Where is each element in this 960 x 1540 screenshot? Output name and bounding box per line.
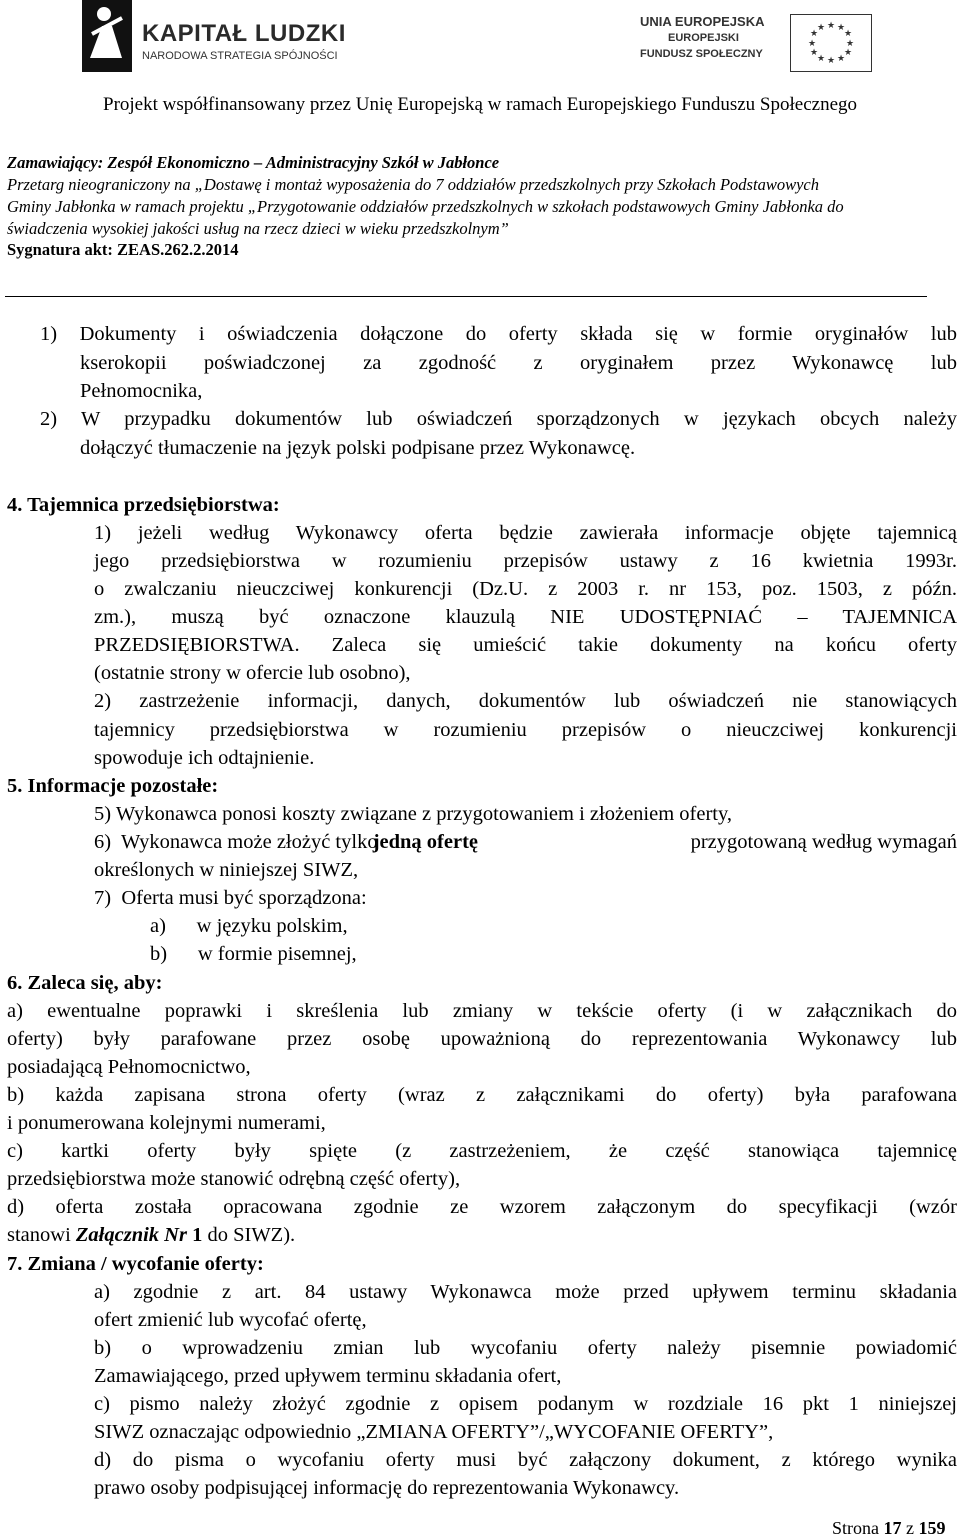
body-line: i ponumerowana kolejnymi numerami, [7, 1112, 326, 1134]
body-line: prawo osoby podpisującej informację do reprezentowania Wykonawcy. [94, 1477, 680, 1499]
svg-text:★: ★ [809, 29, 819, 39]
meta-tender-line-3: świadczenia wysokiej jakości usług na rzecz dzieci w wieku przedszkolnym” [7, 219, 509, 238]
body-line: d) do pisma o wycofaniu oferty musi być załączony dokument, z którego wynika [94, 1449, 957, 1471]
attachment-number: 1 [186, 1224, 203, 1246]
eu-flag-icon [790, 14, 872, 72]
header-divider [5, 296, 927, 297]
section-7-title: 7. Zmiana / wycofanie oferty: [7, 1253, 264, 1275]
page-separator: z [901, 1518, 919, 1538]
svg-text:★: ★ [807, 39, 817, 49]
svg-text:★: ★ [826, 21, 836, 31]
kapital-ludzki-subtitle: NARODOWA STRATEGIA SPÓJNOŚCI [142, 50, 338, 62]
body-line: PRZEDSIĘBIORSTWA. Zaleca się umieścić takie dokumenty na końcu oferty [94, 634, 957, 656]
page-total: 159 [918, 1518, 946, 1538]
body-line: Pełnomocnika, [80, 380, 203, 402]
eu-line-3: FUNDUSZ SPOŁECZNY [640, 48, 763, 60]
meta-contracting-authority: Zamawiający: Zespół Ekonomiczno – Administracyjny Szkół w Jabłonce [7, 153, 500, 172]
section-5-title: 5. Informacje pozostałe: [7, 775, 219, 797]
body-line: 2) zastrzeżenie informacji, danych, dokumentów lub oświadczeń nie stanowiących [94, 690, 957, 712]
body-line: 5) Wykonawca ponosi koszty związane z przygotowaniem i złożeniem oferty, [94, 803, 733, 825]
svg-text:★: ★ [836, 54, 846, 64]
body-line: b) o wprowadzeniu zmian lub wycofaniu oferty należy pisemnie powiadomić [94, 1337, 957, 1359]
body-line: b) w formie pisemnej, [150, 943, 357, 965]
body-line: kserokopii poświadczonej za zgodność z oryginałem przez Wykonawcę lub [80, 352, 957, 374]
body-line: d) oferta została opracowana zgodnie ze wzorem załączonym do specyfikacji (wzór [7, 1196, 957, 1218]
section-6-title: 6. Zaleca się, aby: [7, 972, 163, 994]
body-line: c) kartki oferty były spięte (z zastrzeżeniem, że część stanowiąca tajemnicę [7, 1140, 957, 1162]
body-line: oferty) były parafowane przez osobę upoważnioną do reprezentowania Wykonawcy lub [7, 1028, 957, 1050]
svg-text:★: ★ [826, 56, 836, 66]
body-line: a) w języku polskim, [150, 915, 348, 937]
kapital-ludzki-logo [82, 0, 346, 75]
kapital-ludzki-title: KAPITAŁ LUDZKI [142, 20, 346, 47]
body-text-bold: jedną ofertę [372, 831, 479, 853]
body-line: ofert zmienić lub wycofać ofertę, [94, 1309, 367, 1331]
eu-logo [640, 14, 870, 74]
body-line: jego przedsiębiorstwa w rozumieniu przepisów ustawy z 16 kwietnia 1993r. [94, 550, 957, 572]
svg-text:★: ★ [809, 48, 819, 58]
body-line: określonych w niniejszej SIWZ, [94, 859, 359, 881]
body-text: do SIWZ). [202, 1224, 296, 1246]
body-line: 1) Dokumenty i oświadczenia dołączone do oferty składa się w formie oryginałów lub [40, 323, 957, 345]
svg-text:★: ★ [816, 54, 826, 64]
body-line: przedsiębiorstwa może stanowić odrębną część oferty), [7, 1168, 461, 1190]
body-line: SIWZ oznaczając odpowiednio „ZMIANA OFERTY”/„WYCOFANIE OFERTY”, [94, 1421, 774, 1443]
body-line: posiadającą Pełnomocnictwo, [7, 1056, 251, 1078]
eu-line-2: EUROPEJSKI [668, 32, 739, 44]
meta-tender-line-2: Gminy Jabłonka w ramach projektu „Przygotowanie oddziałów przedszkolnych w szkołach podstawowych Gminy Jabłonka do [7, 197, 844, 216]
body-text: przygotowaną według wymagań [685, 831, 957, 853]
attachment-label: Załącznik Nr [75, 1224, 187, 1246]
body-line: (ostatnie strony w ofercie lub osobno), [94, 662, 411, 684]
body-line: o zwalczaniu nieuczciwej konkurencji (Dz.U. z 2003 r. nr 153, poz. 1503, z późn. [94, 578, 957, 600]
svg-text:★: ★ [843, 29, 853, 39]
body-text: 6) Wykonawca może złożyć tylko [94, 831, 383, 853]
meta-tender-line-1: Przetarg nieograniczony na „Dostawę i montaż wyposażenia do 7 oddziałów przedszkolnych przy Szkołach Podstawowych [7, 175, 819, 194]
body-line: 7) Oferta musi być sporządzona: [94, 887, 367, 909]
page-number [832, 1518, 946, 1539]
kapital-ludzki-emblem-icon [82, 0, 132, 72]
svg-text:★: ★ [836, 23, 846, 33]
body-line: 2) W przypadku dokumentów lub oświadczeń sporządzonych w językach obcych należy [40, 408, 957, 430]
svg-text:★: ★ [816, 23, 826, 33]
body-line: a) zgodnie z art. 84 ustawy Wykonawca może przed upływem terminu składania [94, 1281, 957, 1303]
svg-text:★: ★ [843, 48, 853, 58]
eu-line-1: UNIA EUROPEJSKA [640, 14, 765, 29]
section-4-title: 4. Tajemnica przedsiębiorstwa: [7, 494, 280, 516]
body-line: spowoduje ich odtajnienie. [94, 747, 315, 769]
body-line [7, 1221, 295, 1249]
body-line: dołączyć tłumaczenie na język polski podpisane przez Wykonawcę. [80, 437, 636, 459]
body-line [94, 828, 957, 856]
body-text: stanowi [7, 1224, 76, 1246]
body-line: 1) jeżeli według Wykonawcy oferta będzie zawierała informacje objęte tajemnicą [94, 522, 957, 544]
body-line: Zamawiającego, przed upływem terminu składania ofert, [94, 1365, 562, 1387]
signature-reference: Sygnatura akt: ZEAS.262.2.2014 [7, 240, 239, 259]
body-line: zm.), muszą być oznaczone klauzulą NIE UDOSTĘPNIAĆ – TAJEMNICA [94, 606, 957, 628]
svg-text:★: ★ [845, 39, 855, 49]
body-line: b) każda zapisana strona oferty (wraz z załącznikami do oferty) była parafowana [7, 1084, 957, 1106]
body-line: tajemnicy przedsiębiorstwa w rozumieniu przepisów o nieuczciwej konkurencji [94, 719, 957, 741]
page-current: 17 [883, 1518, 902, 1538]
page-prefix: Strona [832, 1518, 884, 1538]
body-line: c) pismo należy złożyć zgodnie z opisem podanym w rozdziale 16 pkt 1 niniejszej [94, 1393, 957, 1415]
project-cofinancing-line: Projekt współfinansowany przez Unię Europejską w ramach Europejskiego Funduszu Społecznego [103, 94, 857, 115]
body-line: a) ewentualne poprawki i skreślenia lub zmiany w tekście oferty (i w załącznikach do [7, 1000, 957, 1022]
